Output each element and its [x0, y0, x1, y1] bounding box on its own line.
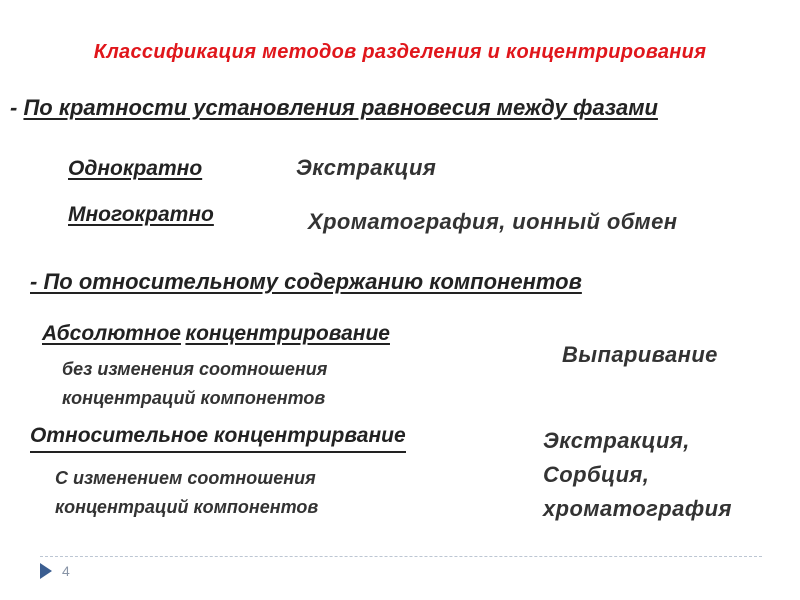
- term-absolute-word1: Абсолютное: [42, 322, 181, 345]
- footer-divider: [40, 556, 762, 557]
- desc-relative-line1: С изменением соотношения: [55, 468, 316, 488]
- desc-absolute: [62, 355, 327, 413]
- term-absolute: [42, 322, 390, 346]
- section1-heading: [10, 95, 658, 121]
- value-relative-item: Экстракция,: [543, 428, 690, 453]
- section2-heading: - По относительному содержанию компонентов: [30, 269, 582, 294]
- term-absolute-word2: концентрирование: [185, 322, 390, 345]
- term-relative: Относительное концентрирвание: [30, 424, 406, 453]
- desc-relative-line2: концентраций компонентов: [55, 497, 319, 517]
- triangle-right-icon[interactable]: [40, 563, 52, 579]
- desc-absolute-line1: без изменения соотношения: [62, 359, 328, 379]
- section1-dash: -: [10, 95, 24, 120]
- page-number: 4: [62, 563, 70, 579]
- value-relative-list: [543, 424, 732, 526]
- value-relative-item: Сорбция,: [543, 462, 650, 487]
- value-single: Экстракция: [296, 155, 437, 180]
- value-relative-item: хроматография: [543, 496, 732, 521]
- desc-relative: [55, 464, 318, 522]
- term-multiple: Многократно: [68, 203, 214, 226]
- value-multiple: Хроматография, ионный обмен: [308, 209, 678, 234]
- slide-title: Классификация методов разделения и концентрирования: [93, 41, 707, 63]
- value-absolute: Выпаривание: [562, 342, 718, 367]
- term-single: Однократно: [68, 157, 203, 180]
- desc-absolute-line2: концентраций компонентов: [62, 388, 326, 408]
- section1-heading-text: По кратности установления равновесия между фазами: [23, 95, 658, 120]
